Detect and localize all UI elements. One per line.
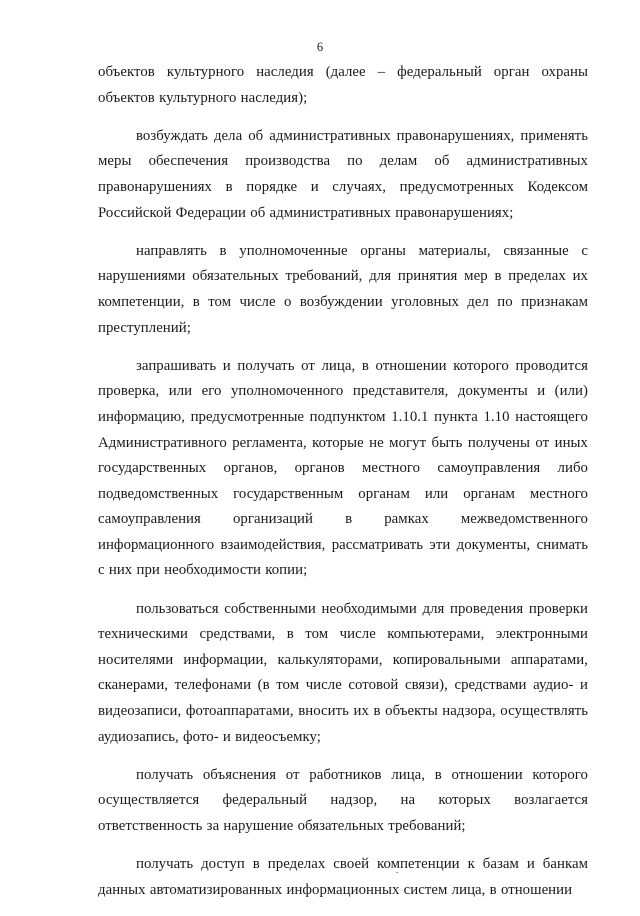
paragraph-use-technical-means: пользоваться собственными необходимыми для проведения проверки техническими средствами, в том числе компьютерами, электронными носителями информации, калькуляторами, копировальными аппаратами, сканерами, телефонами (в том числе сотовой связи), средствами аудио- и видеозаписи, фотоаппаратами, вносить их в объекты надзора, осуществлять аудиозапись, фото- и видеосъемку; (98, 600, 588, 745)
paragraph-continuation: объектов культурного наследия (далее – федеральный орган охраны объектов культурного наследия); (98, 64, 588, 106)
paragraph-obtain-explanations: получать объяснения от работников лица, в отношении которого осуществляется федеральный надзор, на которых возлагается ответственность за нарушение обязательных требований; (98, 766, 588, 834)
paragraph-initiate-cases: возбуждать дела об административных правонарушениях, применять меры обеспечения производства по делам об административных правонарушениях в порядке и случаях, предусмотренных Кодексом Российской Федерации об административных правонарушениях; (98, 127, 588, 221)
paragraph-send-materials: направлять в уполномоченные органы материалы, связанные с нарушениями обязательных требований, для принятия мер в пределах их компетенции, в том числе о возбуждении уголовных дел по признакам преступлений; (98, 242, 588, 336)
paragraph-database-access: получать доступ в пределах своей компетенции к базам и банкам данных автоматизированных информационных систем лица, в отношении (98, 856, 588, 898)
page-number: 6 (316, 40, 324, 54)
scan-speck (396, 872, 398, 873)
body-text (98, 60, 588, 916)
paragraph-request-documents: запрашивать и получать от лица, в отношении которого проводится проверка, или его уполномоченного представителя, документы и (или) информацию, предусмотренные подпунктом 1.10.1 пункта 1.10 настоящего Административного регламента, которые не могут быть получены от иных государственных органов, органов местного самоуправления либо подведомственных государственным органам или органам местного самоуправления организаций в рамках межведомственного информационного взаимодействия, рассматривать эти документы, снимать с них при необходимости копии; (98, 357, 588, 579)
